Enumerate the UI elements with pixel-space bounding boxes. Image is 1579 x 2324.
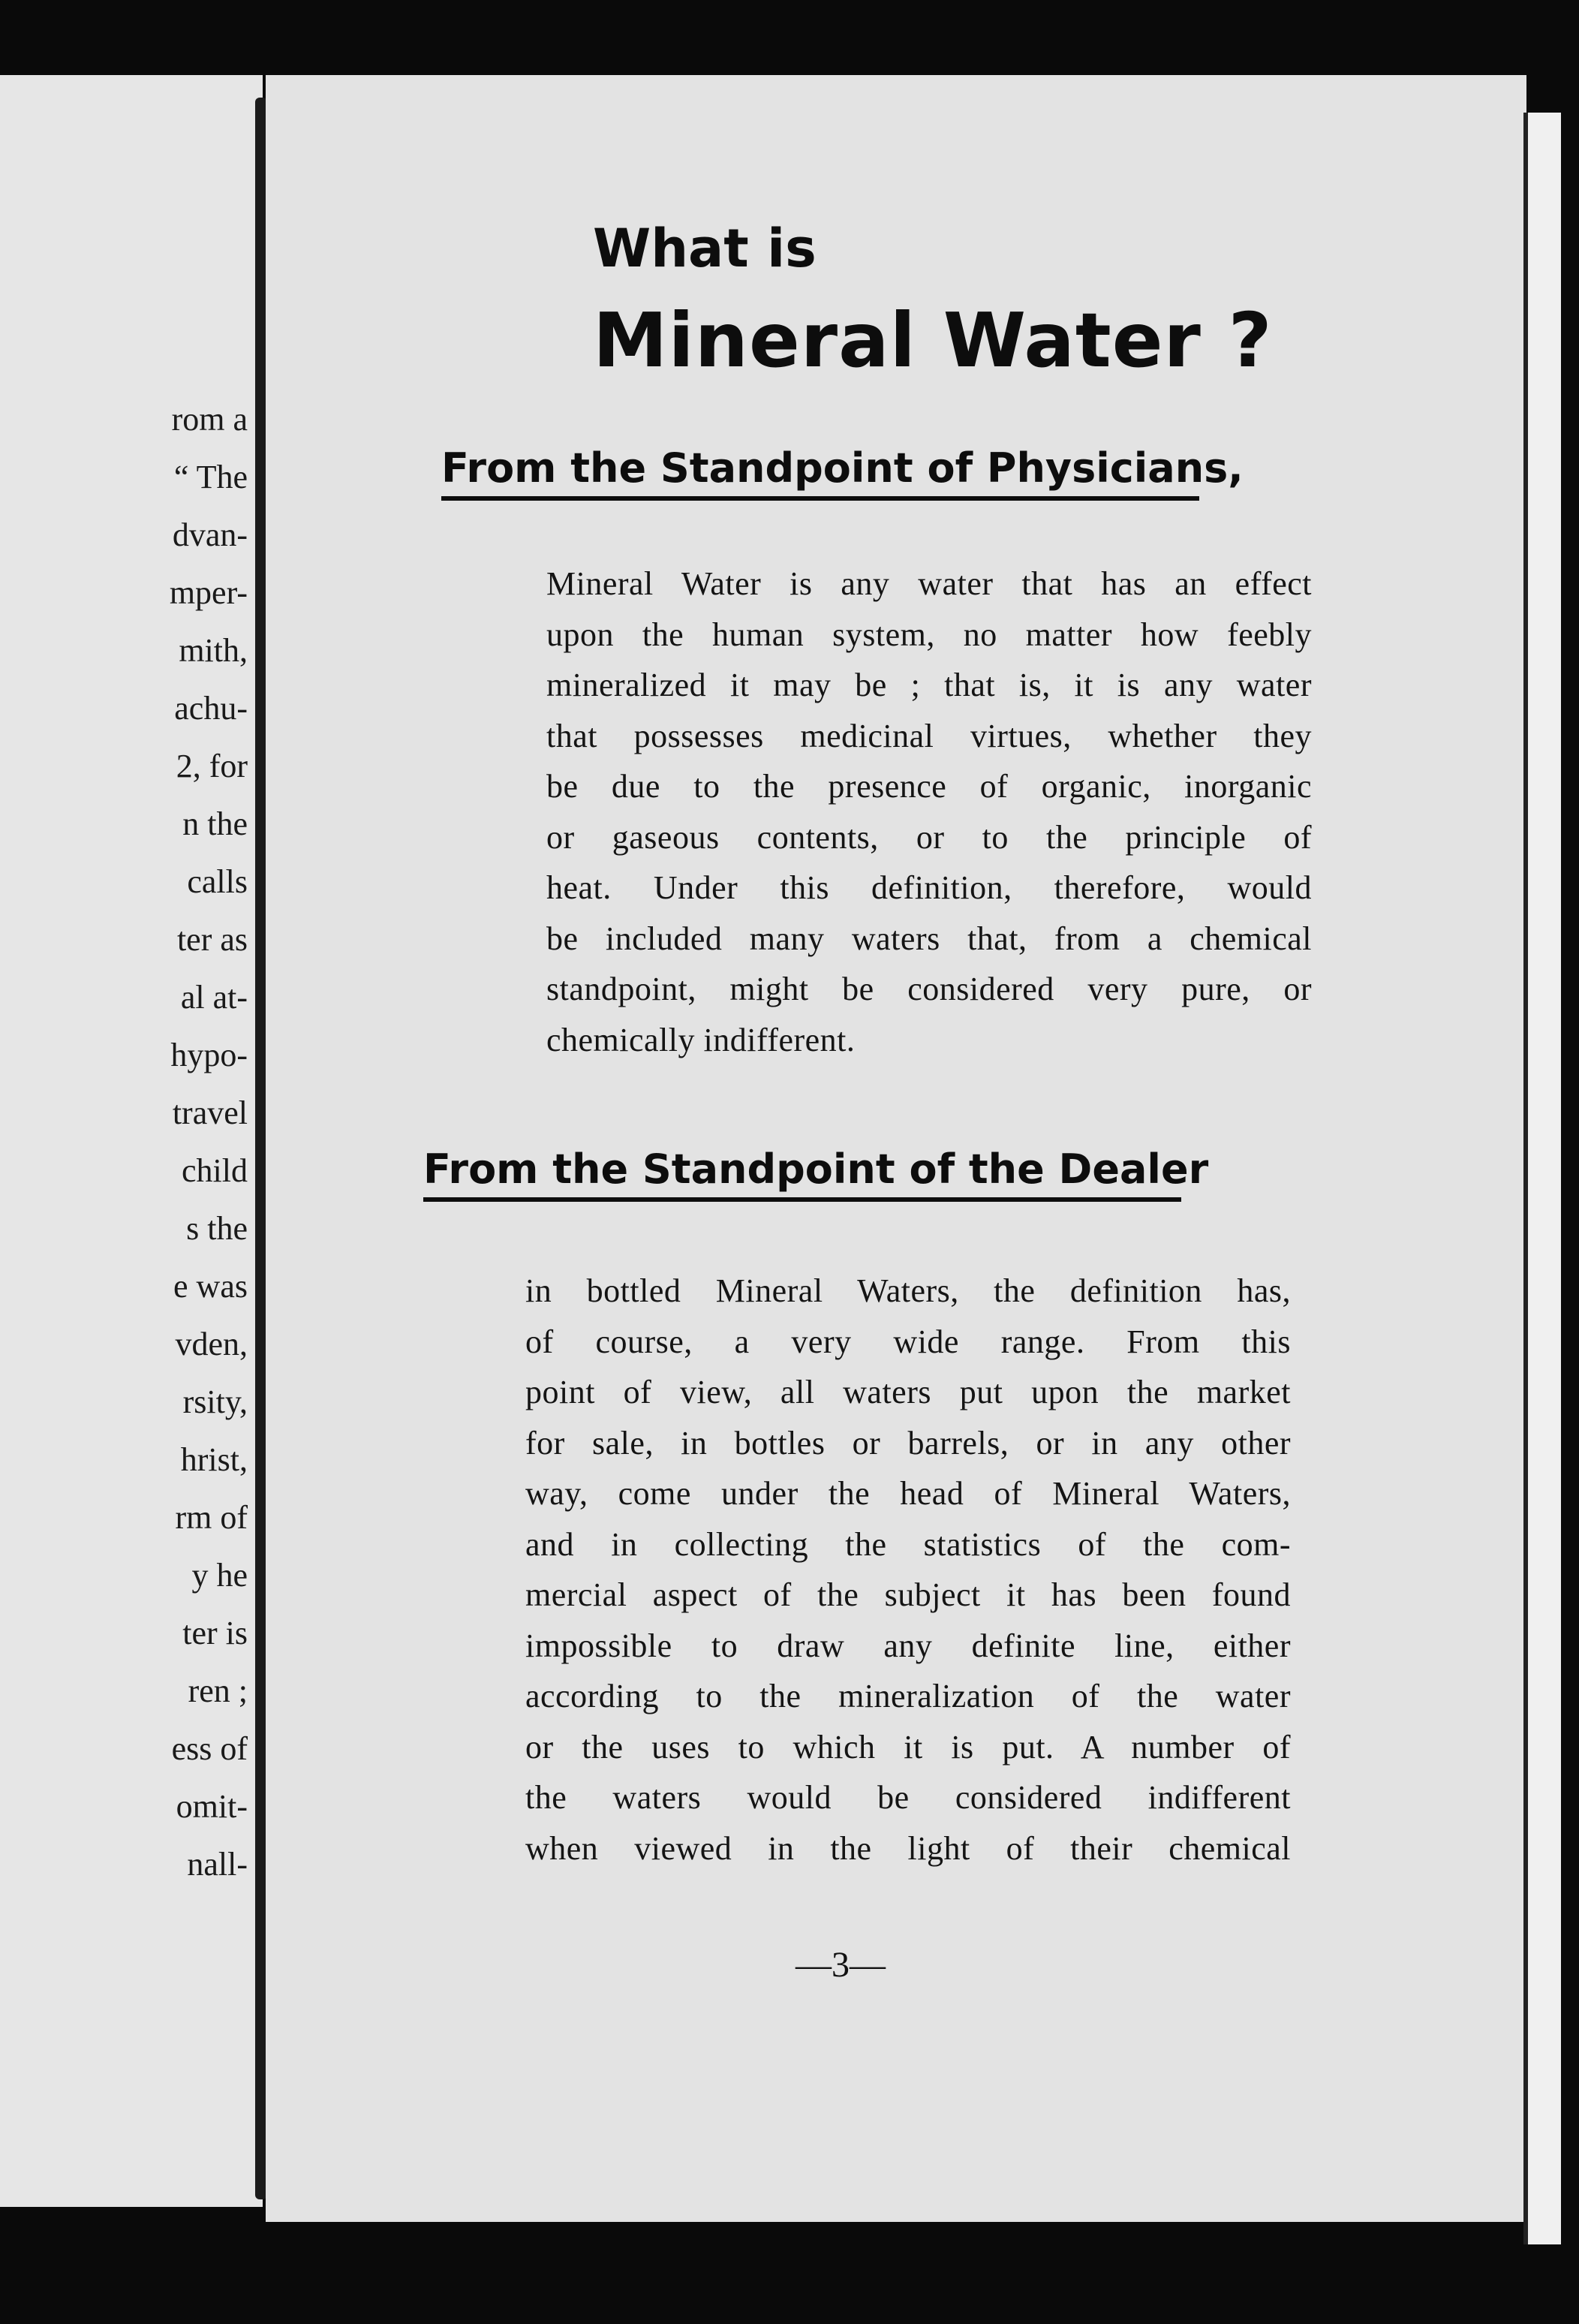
left-page-line: calls <box>187 863 248 900</box>
text-line: way, come under the head of Mineral Waters, <box>525 1475 1291 1512</box>
left-page-line: 2, for <box>176 748 248 784</box>
text-line: standpoint, might be considered very pure, or <box>546 971 1312 1007</box>
left-page-line: travel <box>172 1094 248 1131</box>
left-page-line: child <box>182 1152 248 1189</box>
page-edge <box>1523 113 1561 2244</box>
left-page-line: ren ; <box>188 1672 248 1709</box>
text-line: chemically indifferent. <box>546 1021 856 1058</box>
left-page-line: hrist, <box>180 1441 248 1478</box>
left-page-line: hypo- <box>170 1037 248 1073</box>
left-page-line: rsity, <box>182 1383 248 1420</box>
left-facing-page <box>0 75 263 2207</box>
left-page-line: rm of <box>175 1499 248 1536</box>
left-page-line: ter is <box>182 1615 248 1651</box>
text-line: mercial aspect of the subject it has been found <box>525 1576 1291 1613</box>
text-line: that possesses medicinal virtues, whether they <box>546 717 1312 754</box>
text-line: be due to the presence of organic, inorganic <box>546 768 1312 805</box>
text-line: Mineral Water is any water that has an effect <box>546 565 1312 602</box>
text-line: heat. Under this definition, therefore, would <box>546 869 1312 906</box>
page-number: —3— <box>796 1945 886 1985</box>
text-line: of course, a very wide range. From this <box>525 1323 1291 1360</box>
text-line: mineralized it may be ; that is, it is any water <box>546 667 1312 703</box>
paragraph-dealer <box>525 1266 1291 1874</box>
left-page-line: achu- <box>174 690 248 727</box>
page-title-line-2: Mineral Water ? <box>593 297 1273 384</box>
left-page-line: mith, <box>179 632 248 669</box>
left-page-line: ess of <box>171 1730 248 1767</box>
left-page-line: n the <box>182 805 248 842</box>
left-page-line: y he <box>191 1557 248 1594</box>
text-line: in bottled Mineral Waters, the definition has, <box>525 1272 1291 1309</box>
text-line: upon the human system, no matter how feebly <box>546 616 1312 653</box>
text-line: when viewed in the light of their chemical <box>525 1829 1291 1867</box>
text-line: or gaseous contents, or to the principle of <box>546 818 1312 856</box>
page-title-line-1: What is <box>593 218 817 279</box>
left-page-line: ter as <box>176 921 248 958</box>
left-page-line: s the <box>186 1210 248 1247</box>
text-line: according to the mineralization of the water <box>525 1678 1291 1714</box>
section-heading-physicians: From the Standpoint of Physicians, <box>441 444 1199 501</box>
left-page-line: dvan- <box>172 516 248 553</box>
left-page-line: vden, <box>175 1326 248 1362</box>
left-page-line: rom a <box>171 401 248 438</box>
text-line: impossible to draw any definite line, either <box>525 1627 1291 1664</box>
left-page-line: “ The <box>173 459 248 495</box>
text-line: the waters would be considered indifferent <box>525 1779 1291 1816</box>
text-line: be included many waters that, from a chemical <box>546 920 1312 957</box>
left-page-line: mper- <box>169 574 248 611</box>
text-line: or the uses to which it is put. A number of <box>525 1728 1291 1766</box>
left-page-line: e was <box>173 1268 248 1305</box>
left-page-line: al at- <box>180 979 248 1016</box>
section-heading-dealer: From the Standpoint of the Dealer <box>423 1145 1181 1202</box>
left-page-line: nall- <box>187 1846 248 1883</box>
left-page-text-fragments <box>0 390 248 1893</box>
left-page-line: omit- <box>176 1788 248 1825</box>
text-line: and in collecting the statistics of the com- <box>525 1525 1291 1563</box>
text-line: point of view, all waters put upon the market <box>525 1374 1291 1410</box>
text-line: for sale, in bottles or barrels, or in any other <box>525 1424 1291 1462</box>
paragraph-physicians <box>546 558 1312 1065</box>
